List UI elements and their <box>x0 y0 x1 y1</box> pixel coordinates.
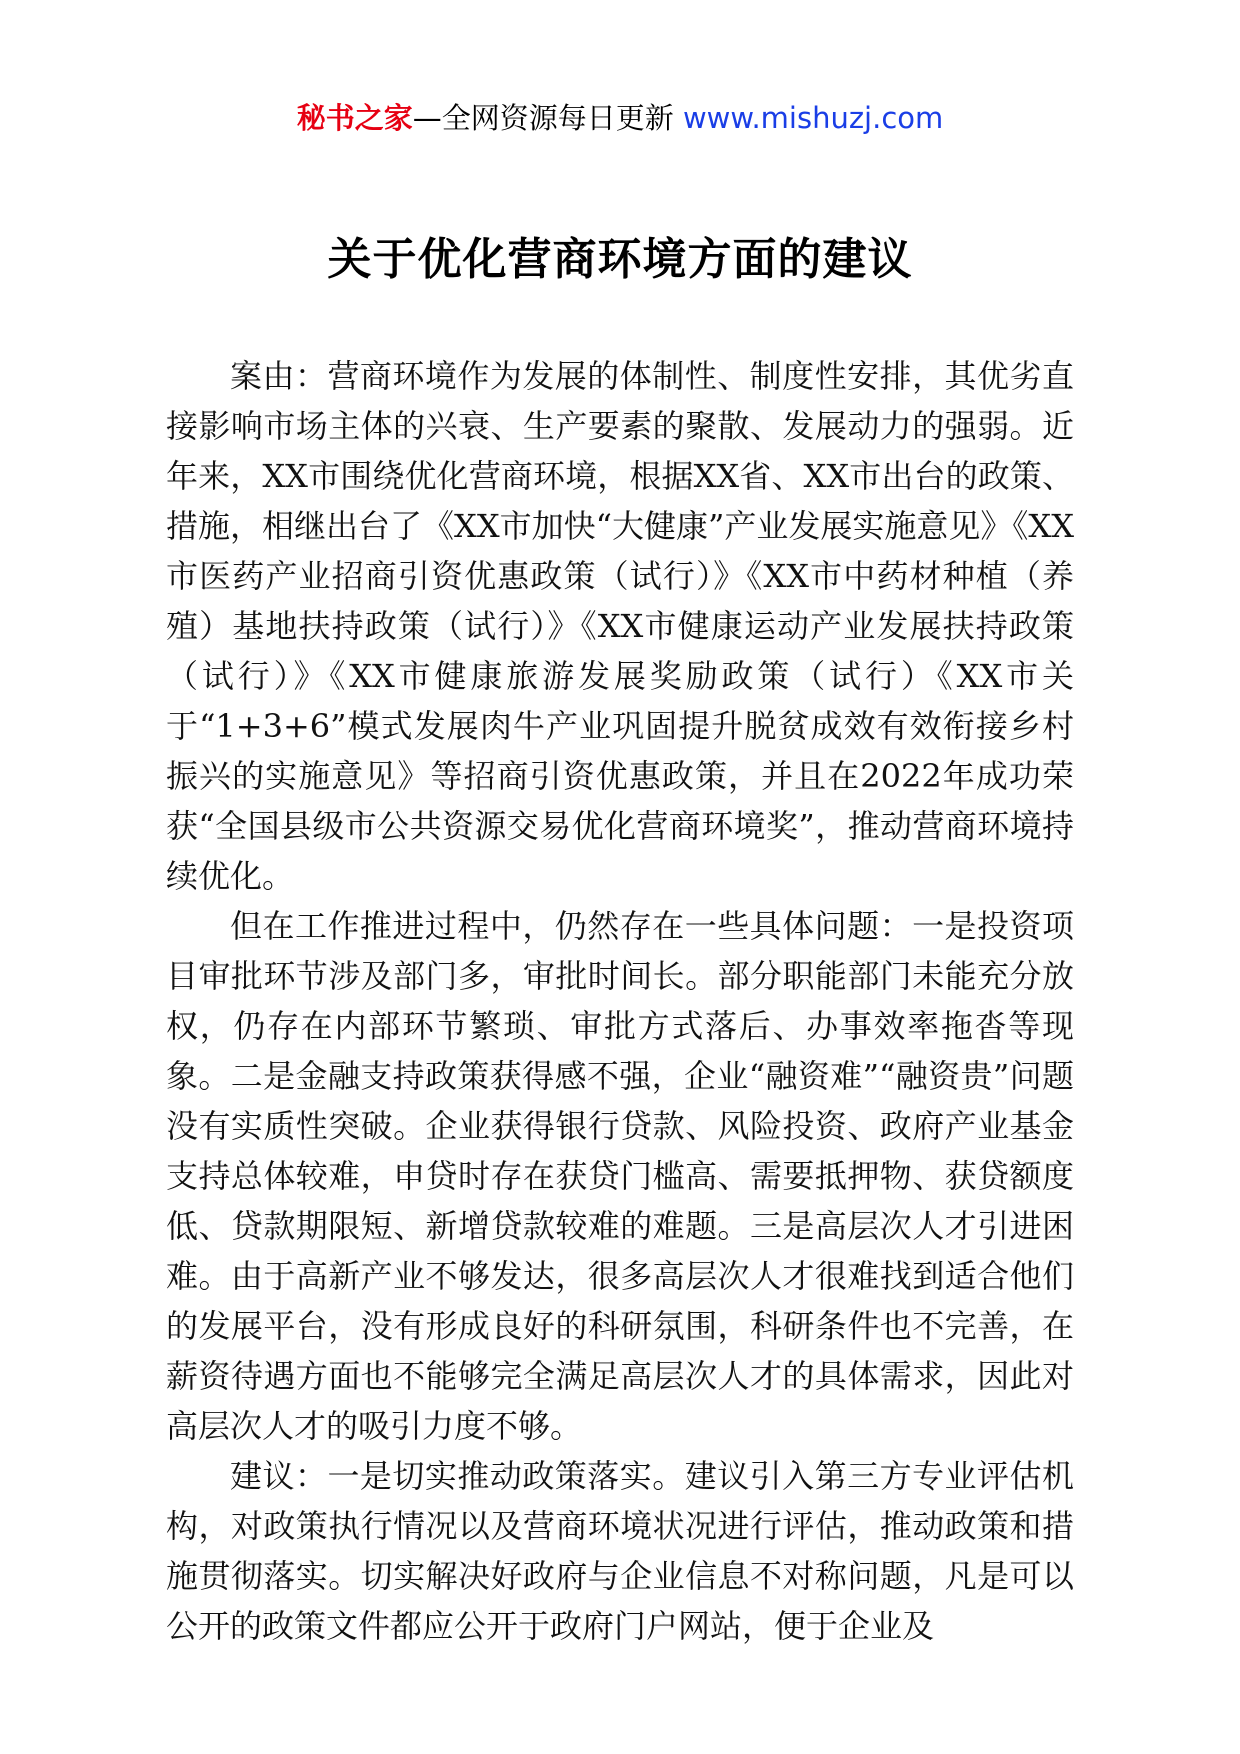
paragraph-cause: 案由：营商环境作为发展的体制性、制度性安排，其优劣直接影响市场主体的兴衰、生产要素的聚散、发展动力的强弱。近年来，XX市围绕优化营商环境，根据XX省、XX市出台的政策、措施，相继出台了《XX市加快“大健康”产业发展实施意见》《XX市医药产业招商引资优惠政策（试行）》《XX市中药材种植（养殖）基地扶持政策（试行）》《XX市健康运动产业发展扶持政策（试行）》《XX市健康旅游发展奖励政策（试行）《XX市关于“1+3+6”模式发展肉牛产业巩固提升脱贫成效有效衔接乡村振兴的实施意见》等招商引资优惠政策，并且在2022年成功荣获“全国县级市公共资源交易优化营商环境奖”，推动营商环境持续优化。 <box>166 357 1074 895</box>
paragraph-suggestions: 建议：一是切实推动政策落实。建议引入第三方专业评估机构，对政策执行情况以及营商环境状况进行评估，推动政策和措施贯彻落实。切实解决好政府与企业信息不对称问题，凡是可以公开的政策文件都应公开于政府门户网站，便于企业及 <box>166 1457 1074 1645</box>
document-title: 关于优化营商环境方面的建议 <box>327 234 913 285</box>
paragraph-problems: 但在工作推进过程中，仍然存在一些具体问题：一是投资项目审批环节涉及部门多，审批时间长。部分职能部门未能充分放权，仍存在内部环节繁琐、审批方式落后、办事效率拖沓等现象。二是金融支持政策获得感不强，企业“融资难”“融资贵”问题没有实质性突破。企业获得银行贷款、风险投资、政府产业基金支持总体较难，申贷时存在获贷门槛高、需要抵押物、获贷额度低、贷款期限短、新增贷款较难的难题。三是高层次人才引进困难。由于高新产业不够发达，很多高层次人才很难找到适合他们的发展平台，没有形成良好的科研氛围，科研条件也不完善，在薪资待遇方面也不能够完全满足高层次人才的具体需求，因此对高层次人才的吸引力度不够。 <box>166 907 1074 1445</box>
document-body <box>166 351 1074 1651</box>
header-tagline: —全网资源每日更新 <box>412 101 674 135</box>
site-url-link[interactable]: www.mishuzj.com <box>682 101 944 135</box>
site-header <box>0 98 1240 138</box>
brand-name: 秘书之家 <box>296 101 413 135</box>
